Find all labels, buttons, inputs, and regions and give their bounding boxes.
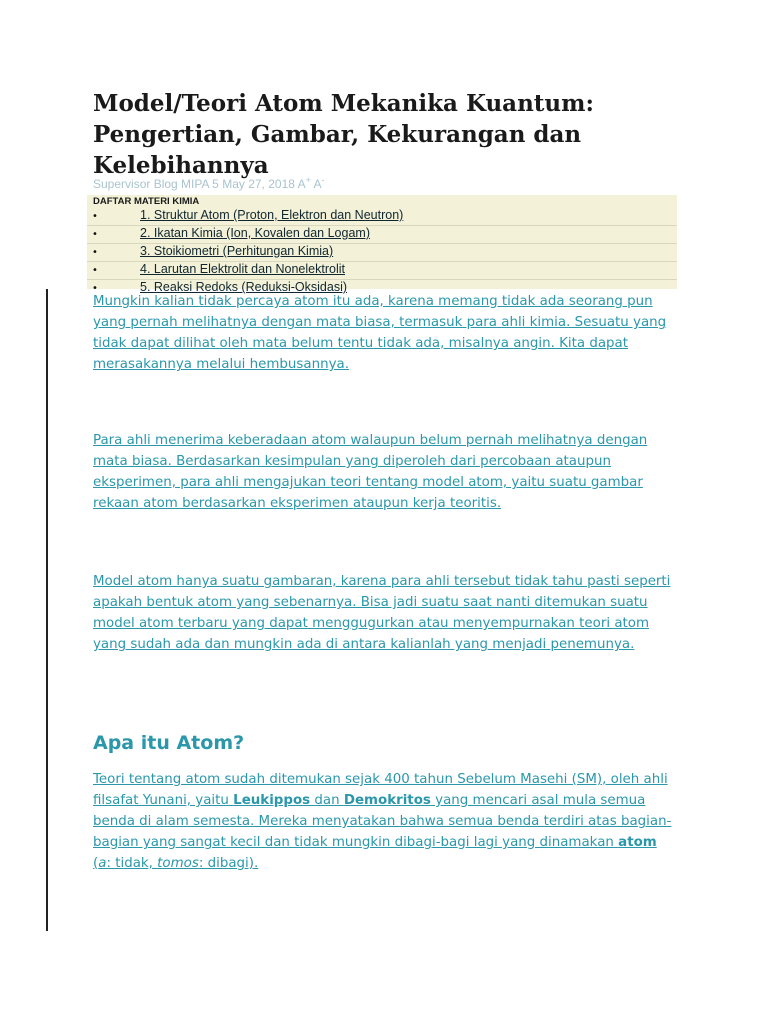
text-run: yang mencari asal mula semua benda di alam semesta. Mereka menyatakan bahwa semua benda terdiri atas bagian-bagian yang sangat kecil dan tidak mungkin dibagi-bagi lagi yang dinamakan [93, 793, 672, 850]
font-increase-letter: A [297, 177, 306, 191]
toc-link-struktur-atom[interactable]: 1. Struktur Atom (Proton, Elektron dan Neutron) [140, 208, 404, 222]
section-heading-apa-itu-atom: Apa itu Atom? [93, 732, 245, 754]
toc-item [87, 262, 677, 280]
font-decrease-letter: A [313, 177, 322, 191]
article-meta [93, 175, 325, 191]
font-decrease-button[interactable] [314, 177, 325, 191]
text-run: : tidak, [106, 856, 158, 871]
bullet-icon: • [92, 211, 98, 222]
paragraph-atom-definition[interactable] [93, 769, 673, 874]
post-date: May 27, 2018 [222, 177, 295, 191]
toc-item [87, 226, 677, 244]
text-run: dan [310, 793, 344, 808]
table-of-contents [87, 195, 677, 294]
toc-item [87, 244, 677, 262]
bold-leukippos: Leukippos [233, 793, 311, 808]
bold-atom: atom [618, 835, 657, 850]
bullet-icon: • [92, 229, 98, 240]
text-run: ( [93, 856, 99, 871]
bullet-icon: • [92, 283, 98, 294]
paragraph-experts[interactable]: Para ahli menerima keberadaan atom walaupun belum pernah melihatnya dengan mata biasa. Berdasarkan kesimpulan yang diperoleh dari percobaan ataupun eksperimen, para ahli mengajukan teori tentang model atom, yaitu suatu gambar rekaan atom berdasarkan eksperimen ataupun kerja teoritis. [93, 433, 648, 511]
text-run: Teori tentang atom sudah ditemukan sejak 400 tahun Sebelum Masehi (SM), oleh ahli filsafat Yunani, yaitu [93, 772, 668, 808]
font-increase-sign: + [305, 175, 311, 185]
article-title: Model/Teori Atom Mekanika Kuantum: Pengertian, Gambar, Kekurangan dan Kelebihannya [93, 90, 594, 179]
italic-tomos: tomos [157, 856, 199, 871]
author-link[interactable]: Supervisor Blog MIPA [93, 177, 209, 191]
comment-count[interactable]: 5 [212, 177, 219, 191]
bullet-icon: • [92, 265, 98, 276]
toc-item [87, 208, 677, 226]
font-decrease-sign: - [321, 175, 325, 185]
toc-link-stoikiometri[interactable]: 3. Stoikiometri (Perhitungan Kimia) [140, 244, 334, 258]
toc-list [87, 208, 677, 297]
text-run: : dibagi). [198, 856, 259, 871]
toc-link-reaksi-redoks[interactable]: 5. Reaksi Redoks (Reduksi-Oksidasi) [140, 280, 348, 294]
paragraph-intro[interactable]: Mungkin kalian tidak percaya atom itu ada, karena memang tidak ada seorang pun yang pernah melihatnya dengan mata biasa, termasuk para ahli kimia. Sesuatu yang tidak dapat dilihat oleh mata belum tentu tidak ada, misalnya angin. Kita dapat merasakannya melalui hembusannya. [93, 294, 667, 372]
paragraph-model[interactable]: Model atom hanya suatu gambaran, karena para ahli tersebut tidak tahu pasti seperti apakah bentuk atom yang sebenarnya. Bisa jadi suatu saat nanti ditemukan suatu model atom terbaru yang dapat menggugurkan atau menyempurnakan teori atom yang sudah ada dan mungkin ada di antara kalianlah yang menjadi penemunya. [93, 574, 671, 652]
bullet-icon: • [92, 247, 98, 258]
toc-link-larutan[interactable]: 4. Larutan Elektrolit dan Nonelektrolit [140, 262, 345, 276]
font-increase-button[interactable] [298, 177, 311, 191]
bold-demokritos: Demokritos [343, 793, 431, 808]
toc-heading: DAFTAR MATERI KIMIA [93, 196, 200, 207]
italic-a: a [98, 856, 107, 871]
toc-link-ikatan-kimia[interactable]: 2. Ikatan Kimia (Ion, Kovalen dan Logam) [140, 226, 370, 240]
left-margin-rule [46, 289, 48, 931]
